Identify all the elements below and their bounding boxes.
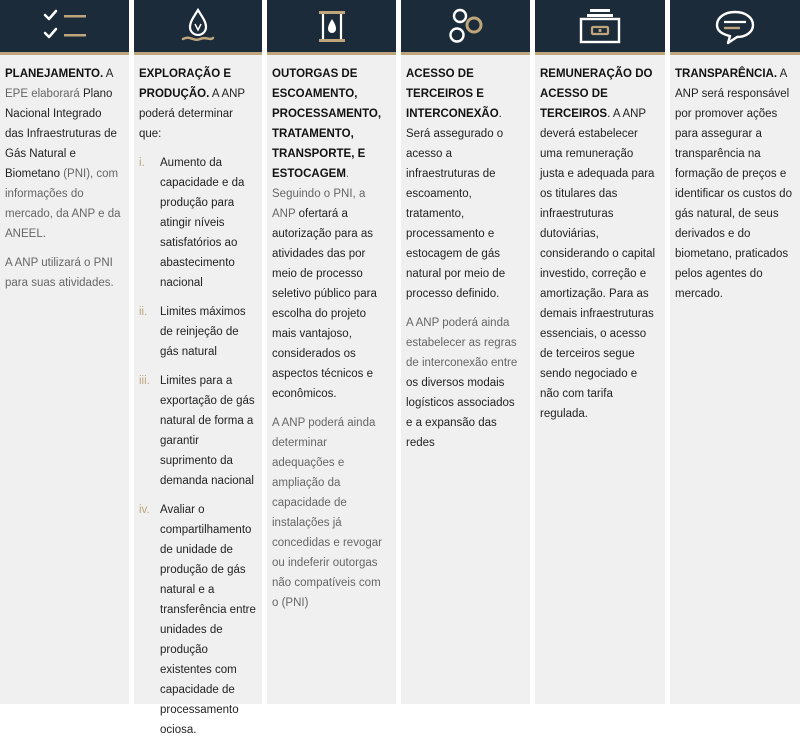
list-number: iii. bbox=[139, 375, 150, 387]
text-segment: os diversos modais logísticos associados e a expansão das redes bbox=[406, 377, 515, 449]
section-title: EXPLORAÇÃO E PRODUÇÃO. bbox=[139, 68, 232, 100]
column-header bbox=[401, 0, 530, 52]
column-header bbox=[535, 0, 665, 52]
requirement-list bbox=[139, 153, 256, 740]
section-title: TRANSPARÊNCIA. bbox=[675, 68, 778, 80]
paragraph bbox=[406, 313, 524, 453]
column-exploracao bbox=[134, 0, 262, 736]
list-number: ii. bbox=[139, 306, 148, 318]
column-acesso-terceiros bbox=[401, 0, 530, 704]
list-item bbox=[139, 500, 256, 740]
list-text: Aumento da capacidade e da produção para atingir níveis satisfatórios ao abastecimento nacional bbox=[160, 157, 245, 289]
section-title: OUTORGAS DE ESCOAMENTO, PROCESSAMENTO, TRATAMENTO, TRANSPORTE, E ESTOCAGEM bbox=[272, 68, 382, 180]
processing-icon bbox=[312, 6, 352, 46]
section-title: REMUNERAÇÃO DO ACESSO DE TERCEIROS bbox=[540, 68, 653, 120]
text-segment: (PNI), com informações do mercado, da ANP e da ANEEL. bbox=[5, 168, 121, 240]
column-body bbox=[670, 55, 800, 704]
text-segment: A ANP poderá determinar que: bbox=[139, 88, 245, 140]
list-item bbox=[139, 153, 256, 293]
list-item bbox=[139, 302, 256, 362]
paragraph bbox=[272, 64, 390, 404]
cash-register-icon bbox=[577, 6, 623, 46]
text-segment: EPE elaborará bbox=[5, 88, 83, 100]
list-text: Avaliar o compartilhamento de unidade de produção de gás natural e a transferência entre unidades de produção existentes com capacidade de processamento ociosa. bbox=[160, 504, 256, 736]
column-header bbox=[134, 0, 262, 52]
column-planejamento bbox=[0, 0, 129, 704]
text-segment: Plano Nacional Integrado das Infraestruturas de Gás Natural e Biometano bbox=[5, 88, 117, 180]
paragraph bbox=[675, 64, 794, 304]
text-segment: . Seguindo o PNI, a ANP bbox=[272, 168, 366, 220]
checklist-icon bbox=[39, 8, 91, 44]
list-text: Limites para a exportação de gás natural de forma a garantir suprimento da demanda nacional bbox=[160, 375, 255, 487]
text-segment: A ANP será responsável por promover ações para assegurar a transparência na formação de preços e identificar os custos do gás natural, de seus derivados e do biometano, praticados pelos agentes do mercado. bbox=[675, 68, 792, 300]
column-body bbox=[401, 55, 530, 704]
column-header bbox=[267, 0, 396, 52]
column-body bbox=[267, 55, 396, 704]
paragraph bbox=[139, 64, 256, 144]
text-segment: A bbox=[103, 68, 113, 80]
paragraph bbox=[5, 64, 123, 244]
column-body bbox=[535, 55, 665, 704]
list-text: Limites máximos de reinjeção de gás natural bbox=[160, 306, 246, 358]
paragraph bbox=[540, 64, 659, 424]
text-segment: . Será assegurado o acesso a infraestruturas de escoamento, tratamento, processamento e estocagem de gás natural por meio de processo definido. bbox=[406, 108, 506, 300]
section-title: PLANEJAMENTO. bbox=[5, 68, 104, 80]
list-number: i. bbox=[139, 157, 145, 169]
paragraph bbox=[406, 64, 524, 304]
chat-bubble-icon bbox=[710, 6, 760, 46]
column-transparencia bbox=[670, 0, 800, 704]
list-item bbox=[139, 371, 256, 491]
column-remuneracao bbox=[535, 0, 665, 704]
connection-icon bbox=[444, 4, 488, 48]
column-body bbox=[134, 55, 262, 736]
paragraph: A ANP poderá ainda determinar adequações e ampliação da capacidade de instalações já concedidas e revogar ou indeferir outorgas não compatíveis com o (PNI) bbox=[272, 417, 382, 609]
text-segment: A ANP poderá ainda estabelecer as regras de interconexão entre bbox=[406, 317, 518, 369]
list-number: iv. bbox=[139, 504, 150, 516]
section-title: ACESSO DE TERCEIROS E INTERCONEXÃO bbox=[406, 68, 499, 120]
paragraph: A ANP utilizará o PNI para suas atividades. bbox=[5, 257, 114, 289]
column-header bbox=[0, 0, 129, 52]
column-header bbox=[670, 0, 800, 52]
text-segment: . A ANP deverá estabelecer uma remuneração justa e adequada para os titulares das infraestruturas dutoviárias, considerando o capital investido, correção e amortização. Para as demais infraestruturas essenciais, o acesso de terceiros segue sendo negociado e não com tarifa regulada. bbox=[540, 108, 656, 420]
column-outorgas bbox=[267, 0, 396, 704]
text-segment: ofertará a autorização para as atividades das por meio de processo seletivo público para escolha do projeto mais vantajoso, considerados os aspectos técnicos e econômicos. bbox=[272, 208, 377, 400]
oil-drop-icon bbox=[178, 6, 218, 46]
column-body bbox=[0, 55, 129, 704]
